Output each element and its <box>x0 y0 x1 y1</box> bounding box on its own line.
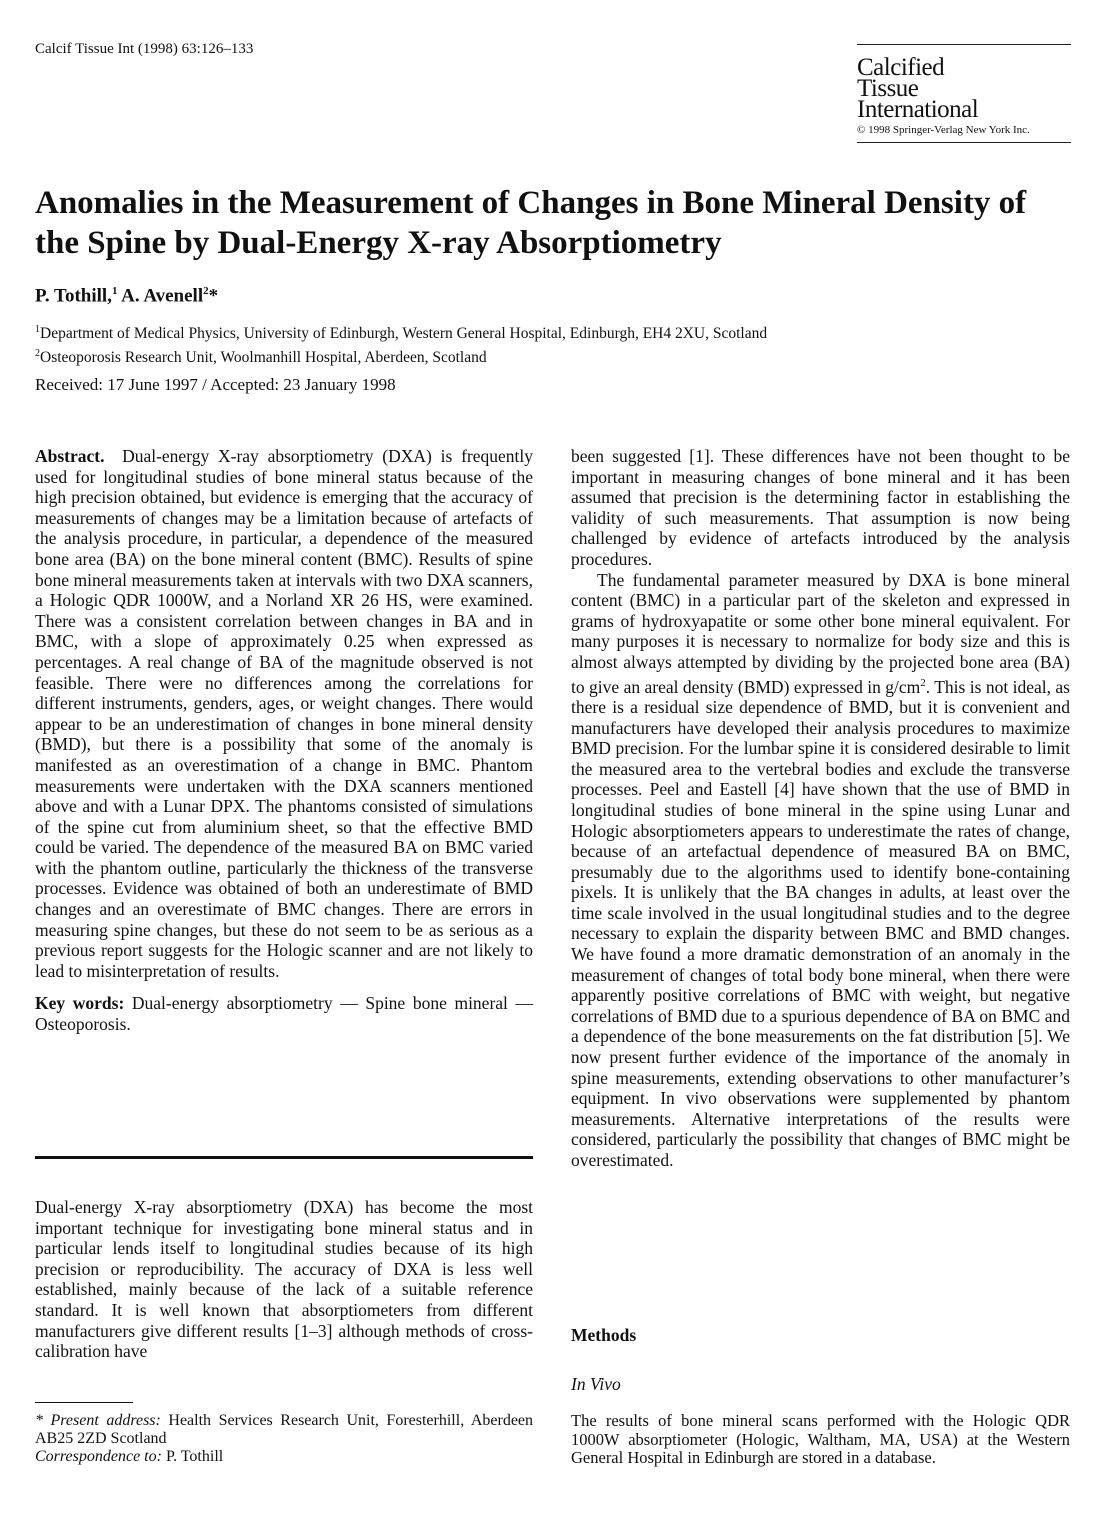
right-paragraph-2 <box>571 570 1070 1171</box>
author-avenell: A. Avenell <box>121 285 204 307</box>
logo-line-1: Calcified <box>857 54 945 81</box>
right-paragraph-2b: . This is not ideal, as there is a residual size dependence of BMD, but it is convenient and manufacturers have developed their analysis procedures to maximize BMD precision. For the lumbar spine it is considered desirable to limit the measured area to the vertebral bodies and exclude the transverse processes. Peel and Eastell [4] have shown that the use of BMD in longitudinal studies of bone mineral in the spine using Lunar and Hologic absorptiometers appears to underestimate the rates of change, because of an artefactual dependence of measured BA on BMC, presumably due to the algorithms used to identify bone-containing pixels. It is unlikely that the BA changes in adults, at least over the time scale involved in the usual longitudinal studies and to the degree necessary to explain the disparity between BMC and BMD changes. We have found a more dramatic demonstration of an anomaly in the measurement of changes of total body bone mineral, when there were apparently positive correlations of BMC with weight, but negative correlations of BMD due to a spurious dependence of BA on BMC and a dependence of the bone measurements on the fat distribution [5]. We now present further evidence of the importance of the anomaly in spine measurements, extending observations to other manufacturer’s equipment. In vivo observations were supplemented by phantom measurements. Alternative interpretations of the results were considered, particularly the possibility that changes of BMC might be overestimated. <box>571 676 1070 1171</box>
logo-line-2: Tissue <box>857 75 919 102</box>
affiliations <box>35 320 767 368</box>
abstract-text: Dual-energy X-ray absorptiometry (DXA) is frequently used for longitudinal studies of bone mineral status because of the high precision obtained, but evidence is emerging that the accuracy of measurements of changes may be a limitation because of artefacts of the analysis procedure, in particular, a dependence of the measured bone area (BA) on the bone mineral content (BMC). Results of spine bone mineral measurements taken at intervals with two DXA scanners, a Hologic QDR 1000W, and a Norland XR 26 HS, were examined. There was a consistent correlation between changes in BA and in BMC, with a slope of approximately 0.25 when expressed as percentages. A real change of BA of the magnitude observed is not feasible. There were no differences among the correlations for different instruments, genders, ages, or weight changes. There would appear to be an underestimation of changes in bone mineral density (BMD), but there is a possibility that some of the anomaly is manifested as an overestimation of a change in BMC. Phantom measurements were undertaken with the DXA scanners mentioned above and with a Lunar DPX. The phantoms consisted of simulations of the spine cut from aluminium sheet, so that the effective BMD could be varied. The dependence of the measured BA on BMC varied with the phantom outline, particularly the thickness of the transverse processes. Evidence was obtained of both an underestimate of BMD changes and an overestimate of BMC changes. There are errors in measuring spine changes, but these do not seem to be as serious as a previous report suggests for the Hologic scanner and are not likely to lead to misinterpretation of results. <box>35 446 534 981</box>
footnote <box>35 1412 533 1466</box>
keywords-text: Dual-energy absorptiometry — Spine bone mineral — Osteoporosis. <box>35 993 534 1035</box>
logo-line-3: International <box>857 96 979 123</box>
in-vivo-heading: In Vivo <box>571 1374 621 1394</box>
right-paragraph-2a: The fundamental parameter measured by DXA is bone mineral content (BMC) in a particular part of the skeleton and expressed in grams of hydroxyapatite or some other bone mineral equivalent. For many purposes it is necessary to normalize for body size and this is almost always attempted by dividing by the projected bone area (BA) to give an areal density (BMD) expressed in g/cm <box>571 569 1070 697</box>
received-dates: Received: 17 June 1997 / Accepted: 23 January 1998 <box>35 375 396 394</box>
journal-reference: Calcif Tissue Int (1998) 63:126–133 <box>35 41 254 57</box>
right-paragraph-1: been suggested [1]. These differences have not been thought to be important in measuring changes of bone mineral and it has been assumed that precision is the determining factor in establishing the validity of such measurements. That assumption is now being challenged by evidence of artefacts introduced by the analysis procedures. <box>571 446 1070 569</box>
author-list <box>35 285 218 307</box>
cm-squared-sup: 2 <box>920 676 926 689</box>
abstract <box>35 446 533 981</box>
footnote-divider <box>35 1402 133 1403</box>
correspondence-text: P. Tothill <box>165 1448 224 1465</box>
present-address-label: * Present address: <box>35 1412 161 1429</box>
correspondence-label: Correspondence to: <box>35 1448 162 1465</box>
author-avenell-mark: * <box>208 285 219 307</box>
paper-title: Anomalies in the Measurement of Changes in Bone Mineral Density of the Spine by Dual-Energy X-ray Absorptiometry <box>35 185 1027 261</box>
methods-heading: Methods <box>571 1325 637 1345</box>
affiliation-2 <box>35 344 767 368</box>
right-column <box>571 446 1070 1171</box>
author-avenell-affil: 2 <box>203 285 209 297</box>
author-tothill: P. Tothill, <box>35 285 112 307</box>
affiliation-1-text: Department of Medical Physics, University of Edinburgh, Western General Hospital, Edinburgh, EH4 2XU, Scotland <box>40 325 768 343</box>
affiliation-1-sup: 1 <box>35 324 40 335</box>
affiliation-2-sup: 2 <box>35 348 40 360</box>
abstract-block <box>35 446 533 1035</box>
in-vivo-paragraph: The results of bone mineral scans performed with the Hologic QDR 1000W absorptiometer (Hologic, Waltham, MA, USA) at the Western General Hospital in Edinburgh are stored in a database. <box>571 1411 1070 1468</box>
keywords-label: Key words: <box>35 993 125 1014</box>
correspondence <box>35 1448 533 1466</box>
affiliation-1 <box>35 320 767 344</box>
journal-logo <box>857 44 1071 143</box>
present-address-text: Health Services Research Unit, Foresterhill, Aberdeen AB25 2ZD Scotland <box>35 1412 534 1447</box>
present-address <box>35 1412 533 1448</box>
intro-paragraph: Dual-energy X-ray absorptiometry (DXA) has become the most important technique for investigating bone mineral status and in particular lends itself to longitudinal studies because of its high precision or reproducibility. The accuracy of DXA is less well established, mainly because of the lack of a suitable reference standard. It is well known that absorptiometers from different manufacturers give different results [1–3] although methods of cross-calibration have <box>35 1197 533 1362</box>
abstract-divider <box>35 1156 533 1159</box>
affiliation-2-text: Osteoporosis Research Unit, Woolmanhill Hospital, Aberdeen, Scotland <box>40 349 487 367</box>
abstract-label: Abstract. <box>35 446 105 466</box>
keywords <box>35 993 533 1034</box>
author-tothill-affil: 1 <box>111 285 118 297</box>
copyright-notice: © 1998 Springer-Verlag New York Inc. <box>857 124 1030 136</box>
